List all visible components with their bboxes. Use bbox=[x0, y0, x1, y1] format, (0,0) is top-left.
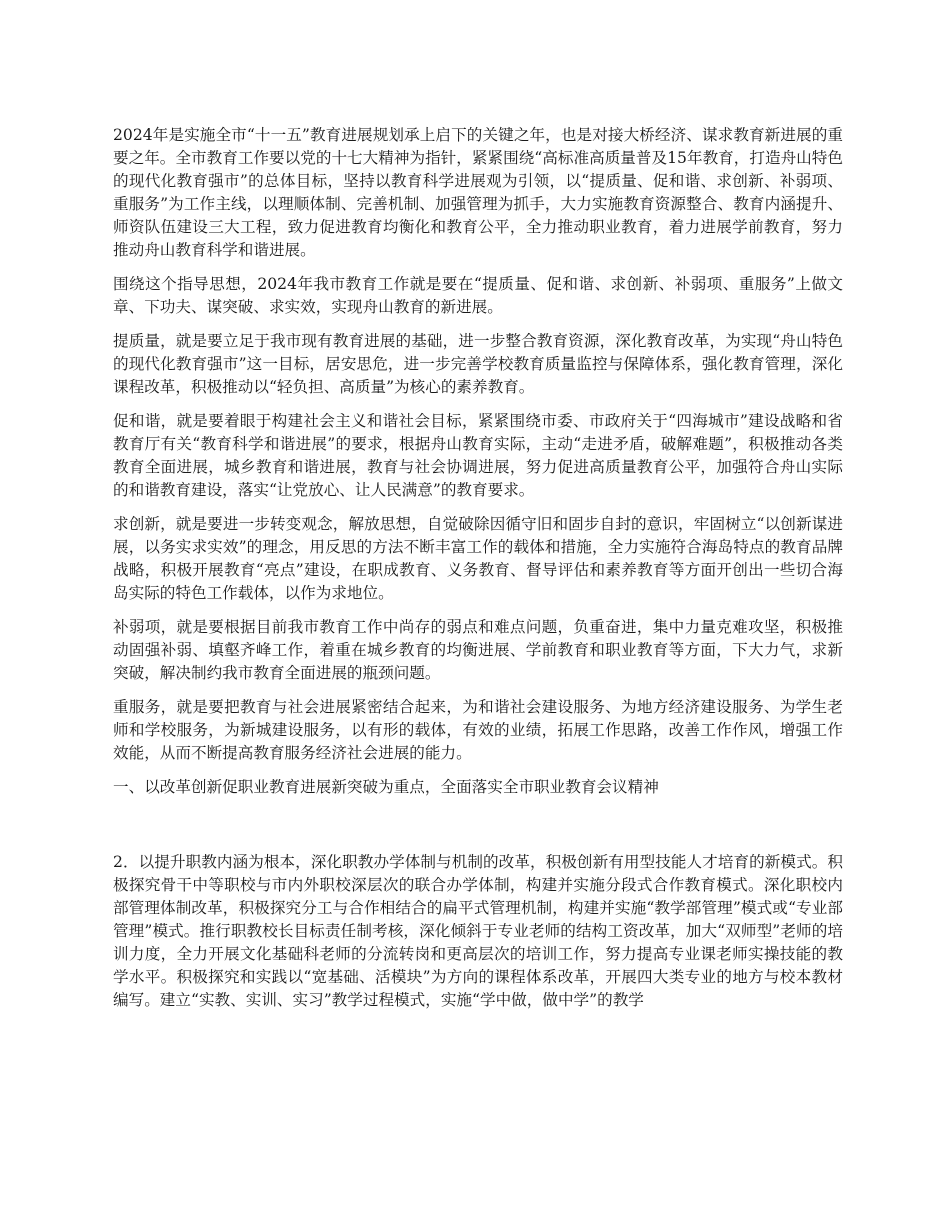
paragraph-emphasize-service: 重服务，就是要把教育与社会进展紧密结合起来，为和谐社会建设服务、为地方经济建设服务、为学生老师和学校服务，为新城建设服务，以有形的载体，有效的业绩，拓展工作思路，改善工作作风，增强工作效能，从而不断提高教育服务经济社会进展的能力。 bbox=[113, 698, 843, 762]
paragraph-improve-quality: 提质量，就是要立足于我市现有教育进展的基础，进一步整合教育资源，深化教育改革，为实现“舟山特色的现代化教育强市”这一目标，居安思危，进一步完善学校教育质量监控与保障体系，强化教育管理，深化课程改革，积极推动以“轻负担、高质量”为核心的素养教育。 bbox=[113, 332, 843, 396]
paragraph-seek-innovation: 求创新，就是要进一步转变观念，解放思想，自觉破除因循守旧和固步自封的意识，牢固树立“以创新谋进展，以务实求实效”的理念，用反思的方法不断丰富工作的载体和措施，全力实施符合海岛特点的教育品牌战略，积极开展教育“亮点”建设，在职成教育、义务教育、督导评估和素养教育等方面开创出一些切合海岛实际的特色工作载体，以作为求地位。 bbox=[113, 515, 843, 602]
paragraph-vocational-reform: 2．以提升职教内涵为根本，深化职教办学体制与机制的改革，积极创新有用型技能人才培育的新模式。积极探究骨干中等职校与市内外职校深层次的联合办学体制，构建并实施分段式合作教育模式。深化职校内部管理体制改革，积极探究分工与合作相结合的扁平式管理机制，构建并实施“教学部管理”模式或“专业部管理”模式。推行职教校长目标责任制考核，深化倾斜于专业老师的结构工资改革，加大“双师型”老师的培训力度，全力开展文化基础科老师的分流转岗和更高层次的培训工作，努力提高专业课老师实操技能的教学水平。积极探究和实践以“宽基础、活模块”为方向的课程体系改革，开展四大类专业的地方与校本教材编写。建立“实教、实训、实习”教学过程模式，实施“学中做，做中学”的教学 bbox=[113, 853, 843, 1009]
section-gap bbox=[113, 810, 843, 851]
paragraph-guiding-idea: 围绕这个指导思想，2024年我市教育工作就是要在“提质量、促和谐、求创新、补弱项、重服务”上做文章、下功夫、谋突破、求实效，实现舟山教育的新进展。 bbox=[113, 275, 843, 316]
paragraph-intro: 2024年是实施全市“十一五”教育进展规划承上启下的关键之年，也是对接大桥经济、谋求教育新进展的重要之年。全市教育工作要以党的十七大精神为指针，紧紧围绕“高标准高质量普及15年教育，打造舟山特色的现代化教育强市”的总体目标，坚持以教育科学进展观为引领，以“提质量、促和谐、求创新、补弱项、重服务”为工作主线，以理顺体制、完善机制、加强管理为抓手，大力实施教育资源整合、教育内涵提升、师资队伍建设三大工程，致力促进教育均衡化和教育公平，全力推动职业教育，着力进展学前教育，努力推动舟山教育科学和谐进展。 bbox=[113, 126, 843, 259]
section-heading: 一、以改革创新促职业教育进展新突破为重点，全面落实全市职业教育会议精神 bbox=[113, 778, 659, 796]
document-page bbox=[113, 124, 843, 1023]
paragraph-promote-harmony: 促和谐，就是要着眼于构建社会主义和谐社会目标，紧紧围绕市委、市政府关于“四海城市”建设战略和省教育厅有关“教育科学和谐进展”的要求，根据舟山教育实际，主动“走进矛盾，破解难题”，积极推动各类教育全面进展，城乡教育和谐进展，教育与社会协调进展，努力促进高质量教育公平，加强符合舟山实际的和谐教育建设，落实“让党放心、让人民满意”的教育要求。 bbox=[113, 412, 843, 499]
paragraph-fix-weakness: 补弱项，就是要根据目前我市教育工作中尚存的弱点和难点问题，负重奋进，集中力量克难攻坚，积极推动固强补弱、填壑齐峰工作，着重在城乡教育的均衡进展、学前教育和职业教育等方面，下大力气，求新突破，解决制约我市教育全面进展的瓶颈问题。 bbox=[113, 618, 843, 682]
